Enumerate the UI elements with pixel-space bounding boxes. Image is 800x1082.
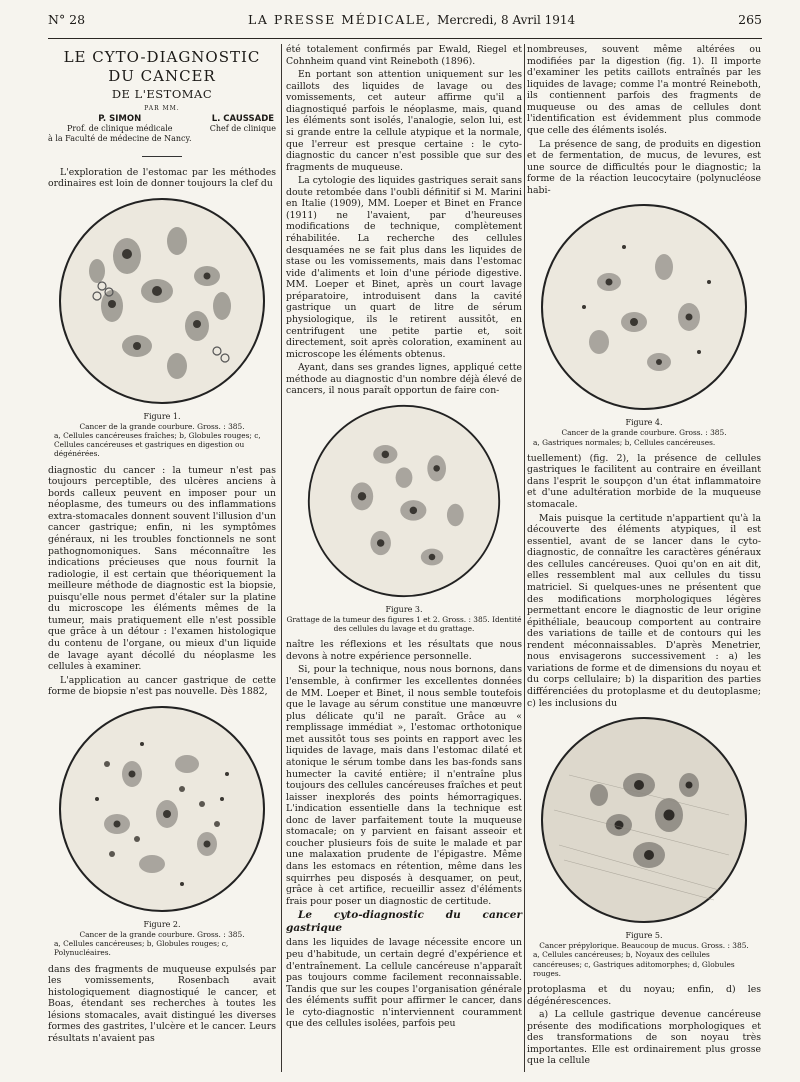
micrograph-figure-4 (539, 202, 749, 412)
article-title-block (48, 48, 276, 112)
figure-caption: Cancer de la grande courbure. Gross. : 385. (79, 421, 245, 431)
issue-number: N° 28 (48, 12, 86, 27)
column-rule (281, 44, 282, 1072)
author-affiliation: à la Faculté de médecine de Nancy. (48, 133, 192, 143)
journal-masthead (248, 12, 575, 27)
paragraph: L'application au cancer gastrique de cette forme de biopsie n'est pas nouvelle. Dès 1882, (48, 674, 276, 698)
paragraph: Ayant, dans ses grandes lignes, appliqué cette méthode au diagnostic d'un nombre déjà élevé de cancers, il nous paraît opportun de faire con- (286, 362, 522, 397)
author-2 (210, 114, 276, 143)
figure-caption: Cancer prépylorique. Beaucoup de mucus. Gross. : 385. (539, 941, 749, 951)
figure-caption: Grattage de la tumeur des figures 1 et 2. Gross. : 385. Identité des cellules du lavage et du grattage. (286, 614, 522, 634)
article-title: LE CYTO-DIAGNOSTIC DU CANCER (63, 48, 261, 85)
micrograph-figure-1 (57, 196, 267, 406)
paragraph: Si, pour la technique, nous nous bornons, dans l'ensemble, à confirmer les excellentes données de MM. Loeper et Binet, il nous semble toutefois que le lavage au sérum constitue une manœuvre plus délicate qu'il ne paraît. Grâce au « remplissage immédiat », l'estomac orthotonique met aussitôt tous ses points en rapport avec les liquides de lavage, mais dans l'estomac dilaté et atonique le sérum tombe dans les bas-fonds sans humecter la cavité entière; il n'entraîne plus toujours des cellules cancéreuses fraîches et peut laisser inexplorés des points hémorragiques. L'indication essentielle dans la technique est donc de laver parfaitement toute la muqueuse stomacale; on y parvient en faisant asseoir et coucher plusieurs fois de suite le malade et par une malaxation prudente de l'épigastre. Même dans les estomacs en rétention, même dans les squirrhes peu disposés à desquamer, on peut, grâce à cet artifice, recueillir assez d'éléments frais pour poser un diagnostic de certitude. (286, 664, 522, 907)
title-divider (142, 156, 182, 157)
author-role: Prof. de clinique médicale (66, 124, 173, 134)
figure-title: Figure 4. (625, 418, 663, 428)
paragraph: protoplasma et du noyau; enfin, d) les dégénérescences. (527, 984, 761, 1007)
column-3 (527, 44, 761, 1074)
figure-legend: a, Cellules cancéreuses fraîches; b, Globules rouges; c, Cellules cancéreuses et gastriques en digestion ou dégénérées. (54, 430, 261, 459)
page-header (48, 12, 762, 39)
figure-legend: a, Gastriques normales; b, Cellules cancéreuses. (533, 437, 716, 447)
column-rule (524, 44, 525, 1072)
figure-title: Figure 1. (143, 411, 181, 421)
paragraph: Mais puisque la certitude n'appartient qu'à la découverte des éléments atypiques, il est essentiel, avant de se lancer dans le cyto-diagnostic, de connaître les caractères généraux des cellules cancéreuses. Quoi qu'on en ait dit, elles ressemblent mal aux cellules du tissu matriciel. Si quelques-unes ne présentent que des modifications morphologiques légères permettant encore le diagnostic de leur origine épithéliale, beaucoup comportent au contraire des variations de taille et de contours qui les rendent méconnaissables. D'après Menetrier, nous envisagerons successivement : a) les variations de forme et de dimensions du noyau et du corps cellulaire; b) la disparition des parties différenciées du protoplasme et du deutoplasme; c) les inclusions du (527, 512, 761, 709)
paragraph: tuellement) (fig. 2), la présence de cellules gastriques le facilitent au contraire en éveillant dans l'esprit le soupçon d'un état inflammatoire et d'une adultération morbide de la muqueuse stomacale. (527, 452, 761, 511)
article-subtitle: DE L'ESTOMAC (111, 87, 213, 102)
issue-date: Mercredi, 8 Avril 1914 (437, 13, 576, 27)
section-subheading: Le cyto-diagnostic du cancer gastrique (286, 909, 522, 935)
paragraph: La présence de sang, de produits en digestion et de fermentation, de mucus, de levures, est une source de difficultés pour le diagnostic; la forme de la réaction leucocytaire (polynucléose habi- (527, 138, 761, 196)
figure-legend: a, Cellules cancéreuses; b, Globules rouges; c, Polynucléaires. (54, 939, 229, 958)
paragraph: L'exploration de l'estomac par les méthodes ordinaires est loin de donner toujours la clef du (48, 166, 276, 190)
figure-title: Figure 5. (625, 931, 663, 941)
micrograph-figure-2 (57, 704, 267, 914)
figure-title: Figure 3. (385, 604, 423, 614)
micrograph-figure-3 (306, 403, 502, 599)
figure-4 (527, 202, 761, 446)
author-1 (48, 114, 192, 143)
author-role: Chef de clinique (209, 124, 276, 134)
column-1 (48, 44, 276, 1074)
byline-par: PAR MM. (144, 104, 180, 112)
column-2 (286, 44, 522, 1074)
micrograph-figure-5 (539, 715, 749, 925)
paragraph: nombreuses, souvent même altérées ou modifiées par la digestion (fig. 1). Il importe d'examiner les petits caillots entraînés par les liquides de lavage; comme l'a montré Reineboth, ils contiennent parfois des fragments de muqueuse ou des amas de cellules dont l'identification est évidemment plus commode que celle des éléments isolés. (527, 44, 761, 136)
figure-title: Figure 2. (143, 919, 181, 929)
authors (48, 114, 276, 143)
page-number: 265 (738, 12, 762, 27)
paragraph: a) La cellule gastrique devenue cancéreuse présente des modifications morphologiques et des transformations de son noyau très importantes. Elle est ordinairement plus grosse que la cellule (527, 1009, 761, 1067)
figure-1 (48, 196, 276, 459)
figure-legend: a, Cellules cancéreuses; b, Noyaux des cellules cancéreuses; c, Gastriques aditomorphes; d, Globules rouges. (533, 950, 735, 978)
paragraph: diagnostic du cancer : la tumeur n'est pas toujours perceptible, des ulcères anciens à bords calleux peuvent en imposer pour un néoplasme, des tumeurs ou des inflammations extra-stomacales donnent souvent l'illusion d'un cancer gastrique; enfin, ni les symptômes généraux, ni les troubles fonctionnels ne sont pathognomoniques. Sans méconnaître les indications précieuses que nous fournit la radiologie, il est certain que théoriquement la meilleure méthode de diagnostic est la biopsie, puisqu'elle nous permet d'étaler sur la platine du microscope les éléments mêmes de la tumeur, mais pratiquement elle n'est possible que grâce à un détour : l'examen histologique du contenu de l'organe, ou mieux d'un liquide de lavage ayant décollé du néoplasme les cellules à examiner. (48, 464, 276, 673)
paragraph: dans les liquides de lavage nécessite encore un peu d'habitude, un certain degré d'expérience et d'entraînement. La cellule cancéreuse n'apparaît pas toujours comme facilement reconnaissable. Tandis que sur les coupes l'organisation générale des éléments suffit pour affirmer le cancer, dans le cyto-diagnostic n'interviennent couramment que des cellules isolées, parfois peu (286, 937, 522, 1030)
paragraph: naître les réflexions et les résultats que nous devons à notre expérience personnelle. (286, 639, 522, 662)
journal-name: LA PRESSE MÉDICALE, (248, 12, 432, 27)
figure-5 (527, 715, 761, 978)
figure-caption: Cancer de la grande courbure. Gross. : 385. (561, 428, 727, 438)
author-name: P. SIMON (98, 114, 142, 125)
figure-caption: Cancer de la grande courbure. Gross. : 385. (79, 929, 245, 939)
figure-3 (286, 403, 522, 633)
figure-2 (48, 704, 276, 958)
paragraph: dans des fragments de muqueuse expulsés par les vomissements, Rosenbach avait histologiquement diagnostiqué le cancer, et Boas, étendant ses recherches à toutes les lésions stomacales, avait distingué les diverses formes des gastrites, l'ulcère et le cancer. Leurs résultats n'avaient pas (48, 963, 276, 1044)
paragraph: En portant son attention uniquement sur les caillots des liquides de lavage ou des vomissements, cet auteur affirme qu'il a diagnostiqué parfois le néoplasme, mais, quand les éléments sont isolés, l'analogie, selon lui, est si grande entre la cellule atypique et la normale, que l'erreur est presque certaine : le cyto-diagnostic du cancer n'est possible que sur des fragments de muqueuse. (286, 69, 522, 173)
paragraph: La cytologie des liquides gastriques serait sans doute retombée dans l'oubli définitif si M. Marini en Italie (1909), MM. Loeper et Binet en France (1911) ne l'avaient, par d'heureuses modifications de technique, complètement réhabilitée. La recherche des cellules desquamées ne se fait plus dans les liquides de stase ou les vomissements, mais dans l'estomac vide d'aliments et loin d'une période digestive. MM. Loeper et Binet, après un court lavage préparatoire, introduisent dans la cavité gastrique un quart de litre de sérum physiologique, ils le retirent aussitôt, en centrifugent une petite partie et, soit directement, soit après coloration, examinent au microscope les éléments obtenus. (286, 175, 522, 360)
author-name: L. CAUSSADE (211, 114, 275, 125)
paragraph: été totalement confirmés par Ewald, Riegel et Cohnheim quand vint Reineboth (1896). (286, 44, 522, 67)
